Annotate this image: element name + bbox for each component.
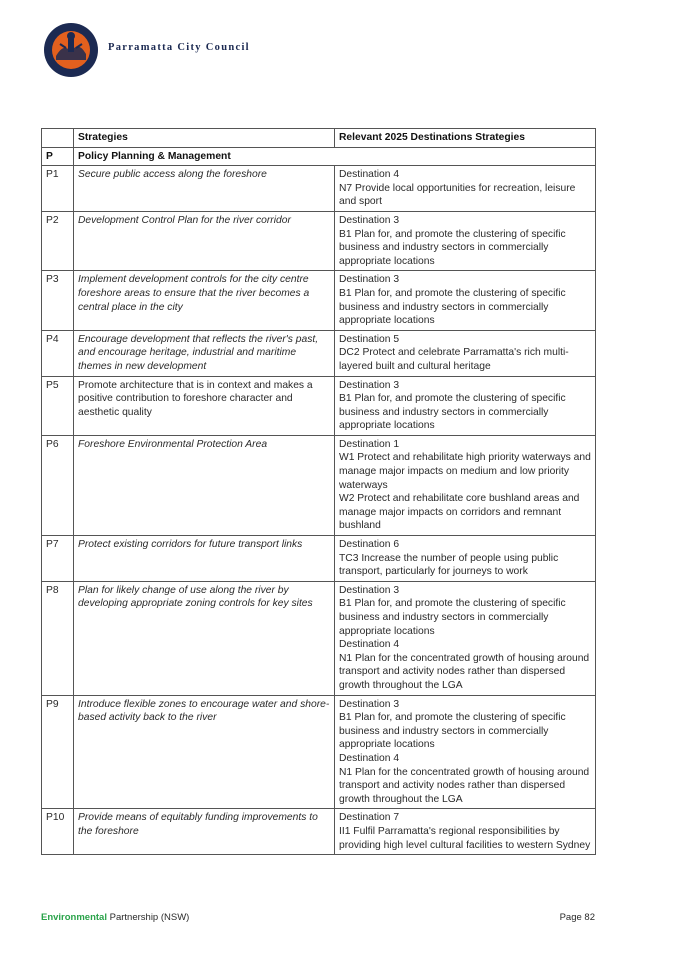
table-row bbox=[42, 435, 596, 535]
council-seal-icon bbox=[42, 22, 102, 78]
relevant-strategy-line: Destination 6 bbox=[339, 539, 400, 551]
relevant-strategy-line: B1 Plan for, and promote the clustering of specific business and industry sectors in commercially appropriate locations bbox=[339, 287, 566, 327]
row-strategy: Promote architecture that is in context and makes a positive contribution to foreshore character and aesthetic quality bbox=[74, 376, 335, 435]
table-row bbox=[42, 581, 596, 695]
relevant-strategy-line: Destination 3 bbox=[339, 214, 400, 226]
row-code: P1 bbox=[42, 166, 74, 212]
col-header-relevant: Relevant 2025 Destinations Strategies bbox=[335, 129, 596, 148]
table-row bbox=[42, 211, 596, 270]
relevant-strategy-line: Destination 5 bbox=[339, 333, 400, 345]
row-relevant-strategies bbox=[335, 376, 596, 435]
table-row bbox=[42, 695, 596, 809]
relevant-strategy-line: B1 Plan for, and promote the clustering of specific business and industry sectors in commercially appropriate locations bbox=[339, 712, 566, 751]
row-relevant-strategies bbox=[335, 271, 596, 330]
row-code: P6 bbox=[42, 435, 74, 535]
row-strategy: Protect existing corridors for future transport links bbox=[74, 536, 335, 582]
relevant-strategy-line: Destination 4 bbox=[339, 169, 400, 181]
row-code: P4 bbox=[42, 330, 74, 376]
row-relevant-strategies bbox=[335, 536, 596, 582]
relevant-strategy-line: N1 Plan for the concentrated growth of housing around transport and activity nodes rather than dispersed growth throughout the LGA bbox=[339, 766, 590, 805]
col-header-strategies: Strategies bbox=[74, 129, 335, 148]
table-row bbox=[42, 536, 596, 582]
table-header-row bbox=[42, 129, 596, 148]
row-relevant-strategies bbox=[335, 695, 596, 809]
table-row bbox=[42, 809, 596, 855]
section-title: Policy Planning & Management bbox=[74, 147, 596, 166]
row-strategy: Introduce flexible zones to encourage water and shore-based activity back to the river bbox=[74, 695, 335, 809]
row-code: P9 bbox=[42, 695, 74, 809]
row-strategy: Foreshore Environmental Protection Area bbox=[74, 435, 335, 535]
row-code: P3 bbox=[42, 271, 74, 330]
col-header-code bbox=[42, 129, 74, 148]
relevant-strategy-line: N1 Plan for the concentrated growth of housing around transport and activity nodes rather than dispersed growth throughout the LGA bbox=[339, 652, 590, 691]
row-strategy: Development Control Plan for the river corridor bbox=[74, 211, 335, 270]
row-relevant-strategies bbox=[335, 809, 596, 855]
relevant-strategy-line: B1 Plan for, and promote the clustering of specific business and industry sectors in commercially appropriate locations bbox=[339, 228, 566, 267]
row-code: P5 bbox=[42, 376, 74, 435]
council-name: Parramatta City Council bbox=[108, 42, 250, 53]
row-strategy: Provide means of equitably funding improvements to the foreshore bbox=[74, 809, 335, 855]
relevant-strategy-line: B1 Plan for, and promote the clustering of specific business and industry sectors in commercially appropriate locations bbox=[339, 393, 566, 432]
row-strategy: Encourage development that reflects the river's past, and encourage heritage, industrial and maritime themes in new development bbox=[74, 330, 335, 376]
relevant-strategy-line: Destination 1 bbox=[339, 438, 400, 450]
relevant-strategy-line: N7 Provide local opportunities for recreation, leisure and sport bbox=[339, 182, 576, 208]
row-relevant-strategies bbox=[335, 166, 596, 212]
row-strategy: Plan for likely change of use along the river by developing appropriate zoning controls for key sites bbox=[74, 581, 335, 695]
row-code: P8 bbox=[42, 581, 74, 695]
row-relevant-strategies bbox=[335, 435, 596, 535]
relevant-strategy-line: Destination 3 bbox=[339, 584, 400, 596]
row-strategy: Secure public access along the foreshore bbox=[74, 166, 335, 212]
relevant-strategy-line: DC2 Protect and celebrate Parramatta's rich multi-layered built and cultural heritage bbox=[339, 347, 569, 372]
relevant-strategy-line: W1 Protect and rehabilitate high priority waterways and manage major impacts on medium and low priority waterways bbox=[339, 452, 591, 491]
relevant-strategy-line: Destination 3 bbox=[339, 274, 400, 286]
table-row bbox=[42, 166, 596, 212]
relevant-strategy-line: TC3 Increase the number of people using public transport, particularly for journeys to work bbox=[339, 552, 559, 578]
relevant-strategy-line: Destination 4 bbox=[339, 639, 400, 651]
council-logo bbox=[42, 22, 262, 78]
relevant-strategy-line: B1 Plan for, and promote the clustering of specific business and industry sectors in commercially appropriate locations bbox=[339, 598, 566, 637]
table-row bbox=[42, 271, 596, 330]
relevant-strategy-line: W2 Protect and rehabilitate core bushland areas and manage major impacts on corridors and remnant bushland bbox=[339, 493, 580, 532]
section-row bbox=[42, 147, 596, 166]
strategies-table bbox=[41, 128, 596, 855]
section-code: P bbox=[42, 147, 74, 166]
footer-publisher bbox=[41, 912, 189, 923]
footer-org: Partnership (NSW) bbox=[107, 912, 190, 923]
row-code: P7 bbox=[42, 536, 74, 582]
row-strategy: Implement development controls for the city centre foreshore areas to ensure that the river becomes a central place in the city bbox=[74, 271, 335, 330]
relevant-strategy-line: Destination 3 bbox=[339, 379, 400, 391]
table-row bbox=[42, 376, 596, 435]
relevant-strategy-line: Destination 4 bbox=[339, 752, 400, 764]
row-relevant-strategies bbox=[335, 211, 596, 270]
row-code: P10 bbox=[42, 809, 74, 855]
row-code: P2 bbox=[42, 211, 74, 270]
table-row bbox=[42, 330, 596, 376]
relevant-strategy-line: Destination 7 bbox=[339, 812, 400, 824]
footer-brand: Environmental bbox=[41, 912, 107, 923]
relevant-strategy-line: II1 Fulfil Parramatta's regional responsibilities by providing high level cultural facilities to western Sydney bbox=[339, 825, 591, 851]
page-number: Page 82 bbox=[559, 912, 595, 923]
relevant-strategy-line: Destination 3 bbox=[339, 698, 400, 710]
row-relevant-strategies bbox=[335, 581, 596, 695]
row-relevant-strategies bbox=[335, 330, 596, 376]
